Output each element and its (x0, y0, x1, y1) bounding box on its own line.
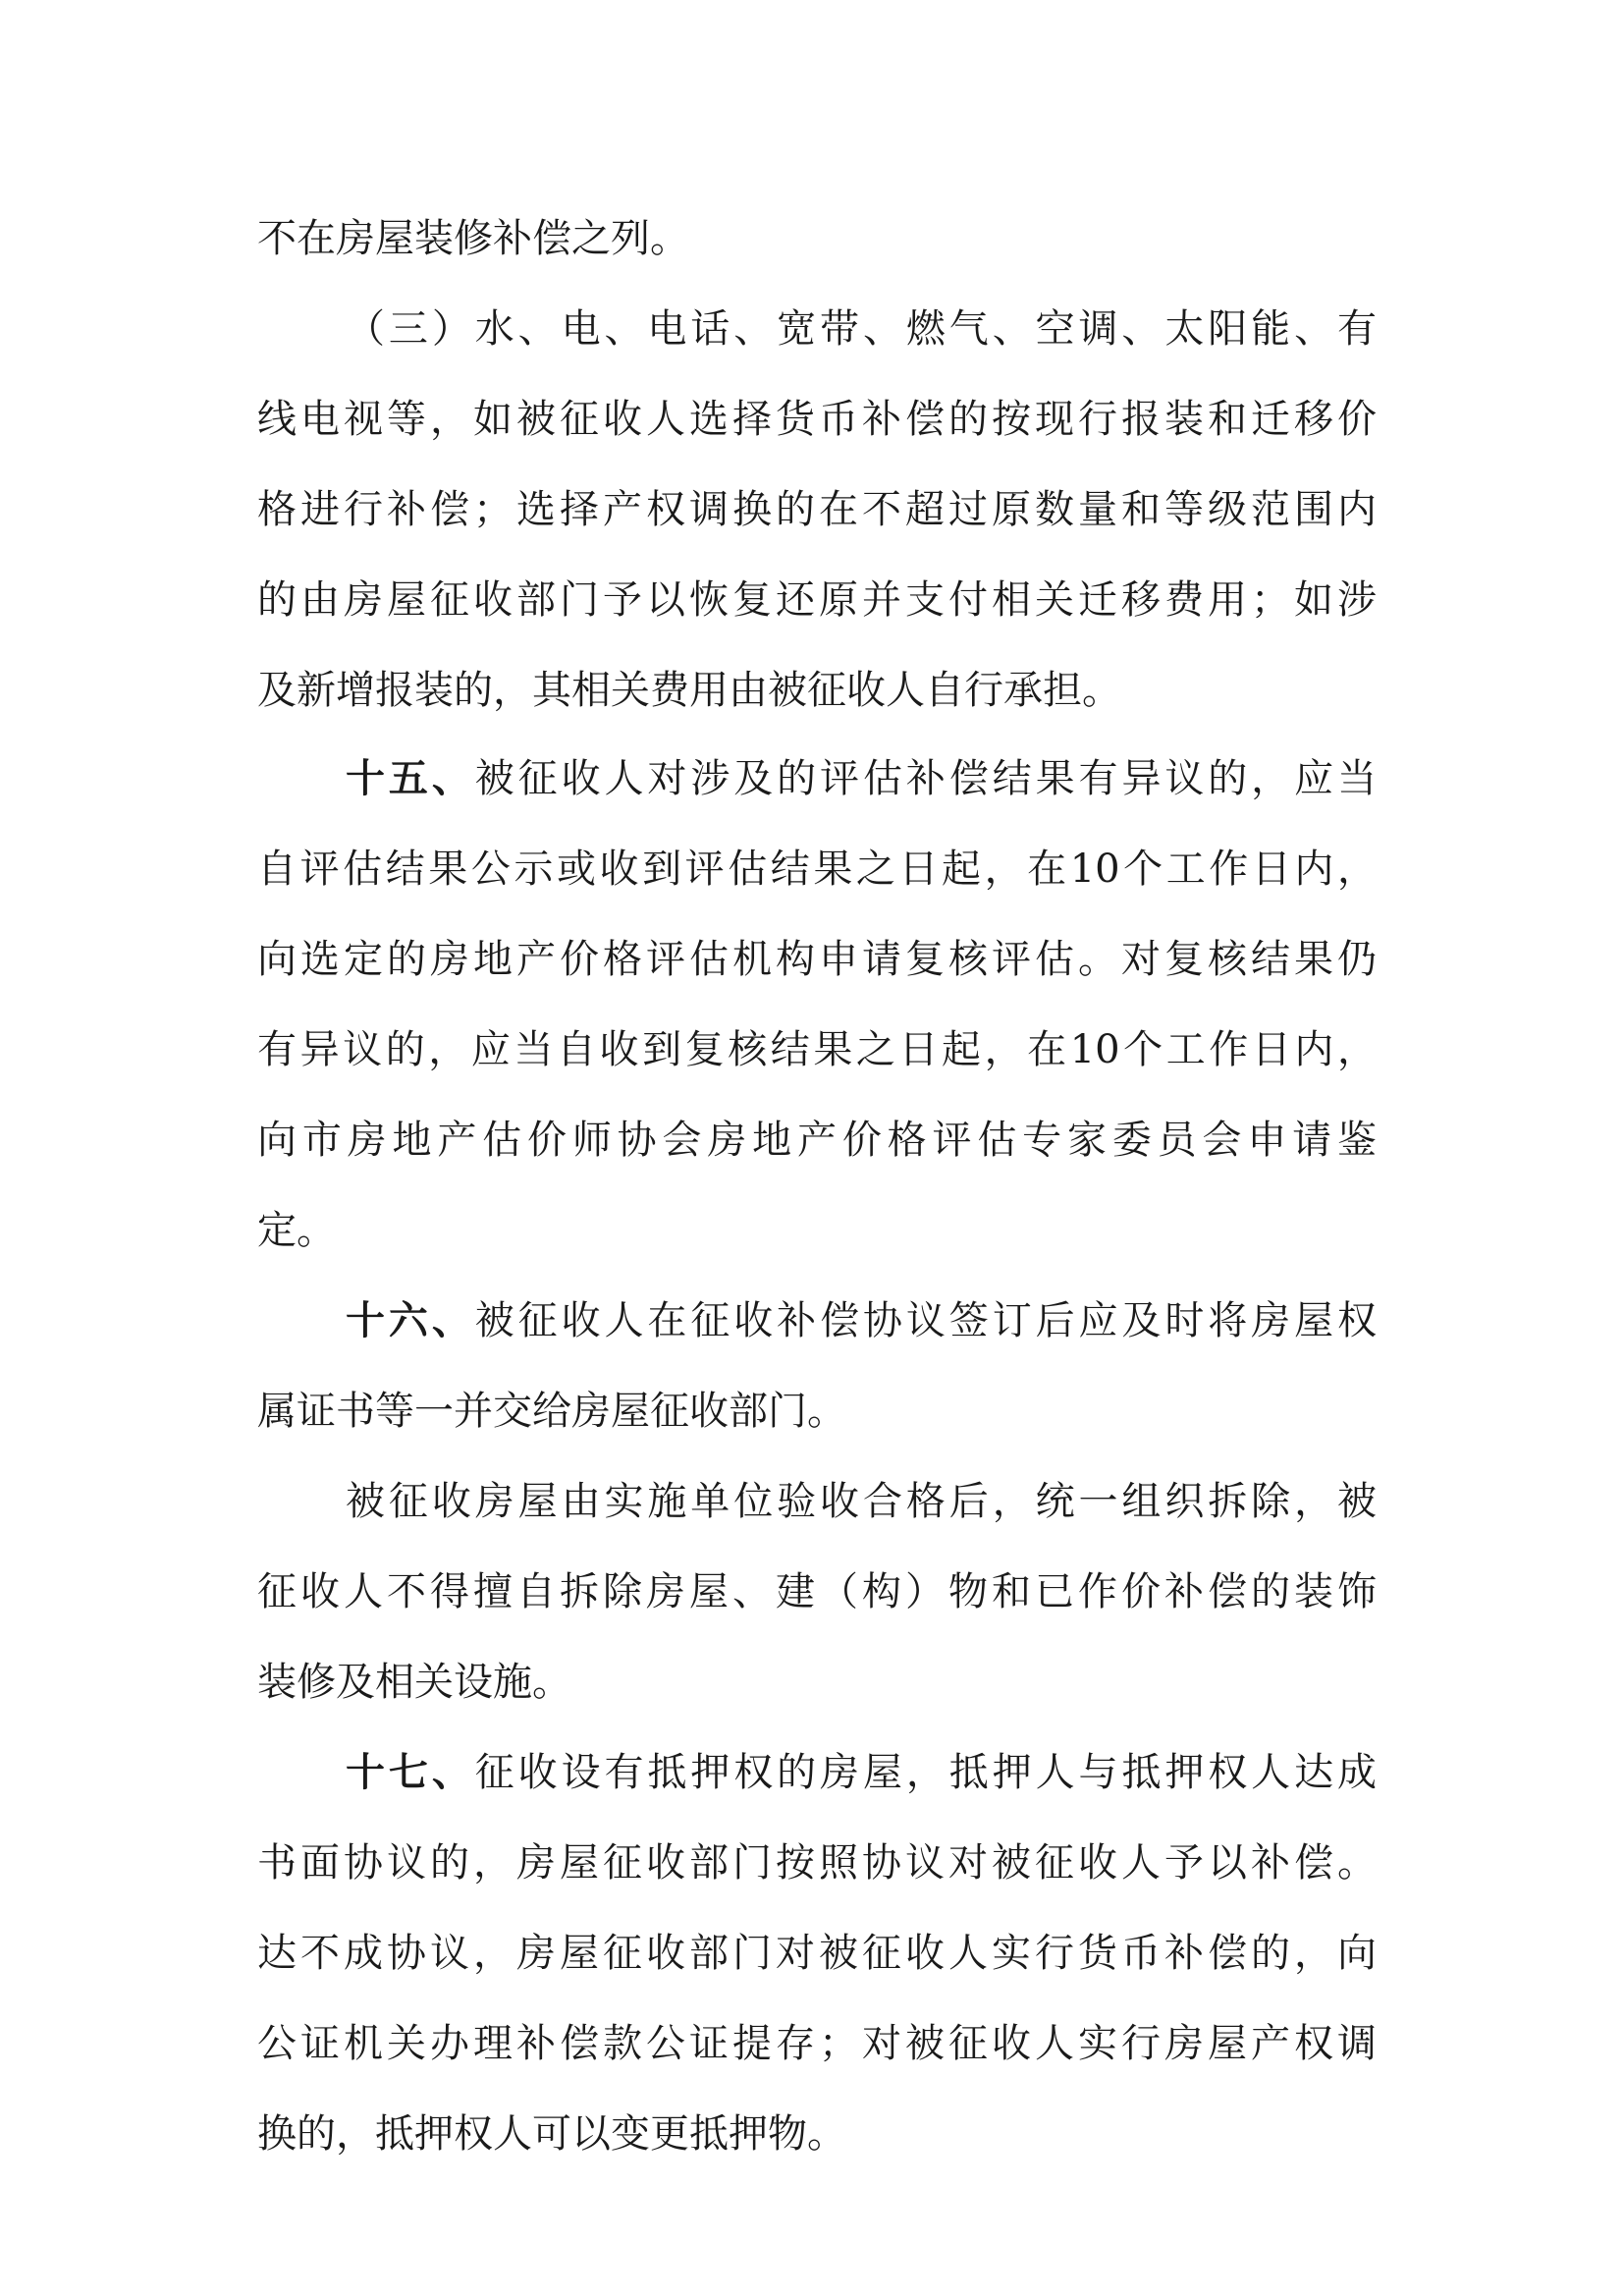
paragraph-line: 定。 (257, 1208, 336, 1253)
article-15-line (346, 744, 1377, 813)
paragraph-line: 向选定的房地产价格评估机构申请复核评估。对复核结果仍 (257, 937, 1377, 982)
paragraph-line: 装修及相关设施。 (257, 1660, 571, 1705)
paragraph-line: 线电视等，如被征收人选择货币补偿的按现行报装和迁移价 (257, 397, 1377, 442)
paragraph-line: 达不成协议，房屋征收部门对被征收人实行货币补偿的，向 (257, 1931, 1377, 1976)
paragraph-line: 及新增报装的，其相关费用由被征收人自行承担。 (257, 668, 1121, 713)
paragraph-line: 向市房地产估价师协会房地产价格评估专家委员会申请鉴 (257, 1118, 1377, 1163)
paragraph-line: 不在房屋装修补偿之列。 (257, 216, 689, 261)
article-16-heading: 十六、 (346, 1298, 475, 1343)
article-17-line (346, 1738, 1377, 1807)
paragraph-line: （三）水、电、电话、宽带、燃气、空调、太阳能、有 (346, 306, 1377, 352)
paragraph-text: 被征收人在征收补偿协议签订后应及时将房屋权 (474, 1298, 1378, 1343)
paragraph-line: 自评估结果公示或收到评估结果之日起，在10个工作日内， (257, 847, 1377, 892)
paragraph-text: 征收设有抵押权的房屋，抵押人与抵押权人达成 (474, 1750, 1378, 1795)
paragraph-line: 书面协议的，房屋征收部门按照协议对被征收人予以补偿。 (257, 1840, 1377, 1886)
paragraph-line: 征收人不得擅自拆除房屋、建（构）物和已作价补偿的装饰 (257, 1569, 1377, 1614)
paragraph-line: 被征收房屋由实施单位验收合格后，统一组织拆除，被 (346, 1479, 1377, 1524)
paragraph-line: 公证机关办理补偿款公证提存；对被征收人实行房屋产权调 (257, 2021, 1377, 2066)
paragraph-line: 格进行补偿；选择产权调换的在不超过原数量和等级范围内 (257, 487, 1377, 532)
paragraph-line: 属证书等一并交给房屋征收部门。 (257, 1389, 846, 1434)
article-15-heading: 十五、 (346, 756, 475, 801)
paragraph-text: 被征收人对涉及的评估补偿结果有异议的，应当 (474, 756, 1378, 801)
article-16-line (346, 1286, 1377, 1355)
paragraph-line: 有异议的，应当自收到复核结果之日起，在10个工作日内， (257, 1027, 1377, 1072)
paragraph-line: 的由房屋征收部门予以恢复还原并支付相关迁移费用；如涉 (257, 577, 1377, 623)
article-17-heading: 十七、 (346, 1750, 475, 1795)
paragraph-line: 换的，抵押权人可以变更抵押物。 (257, 2111, 846, 2157)
